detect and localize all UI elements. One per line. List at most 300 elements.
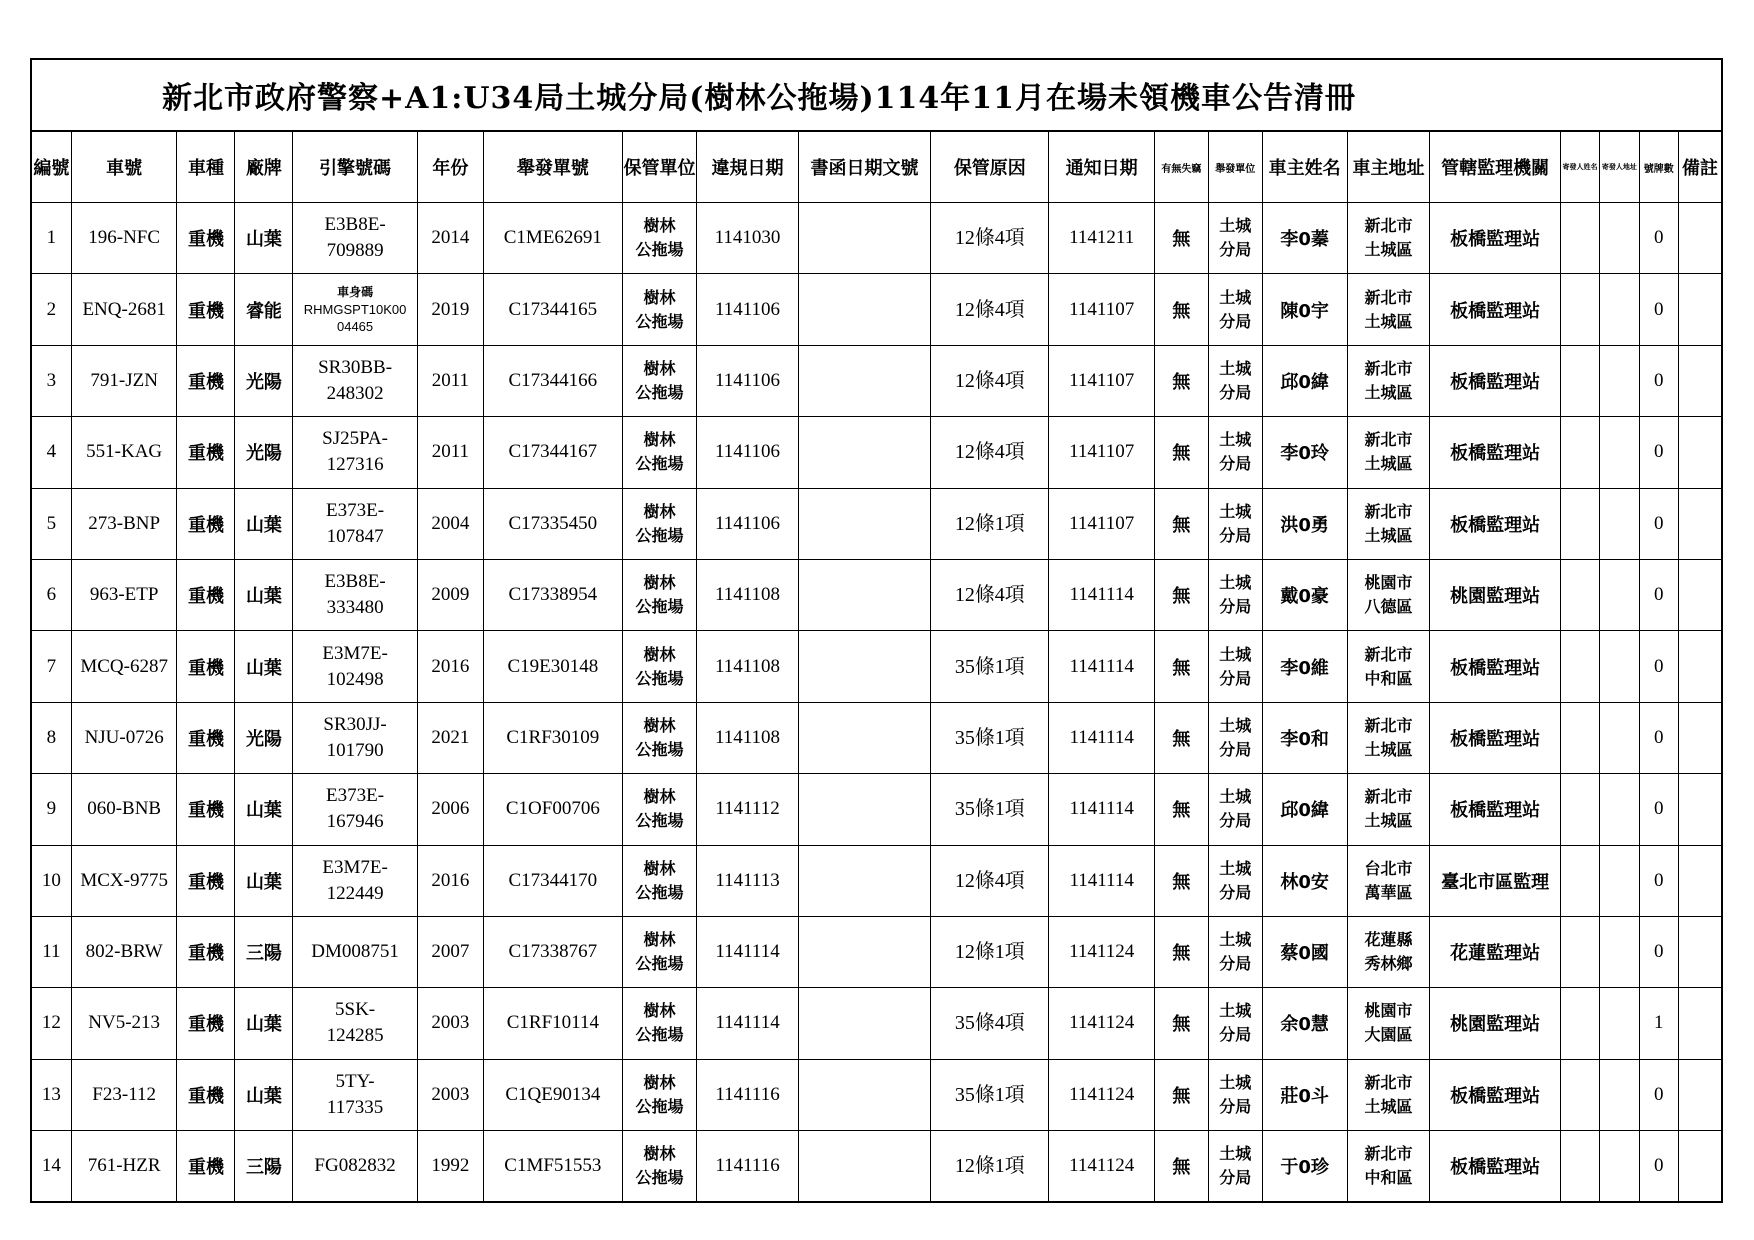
column-header: 舉發單位 [1208, 132, 1262, 203]
cell-engine [293, 1131, 417, 1202]
cell-line: 土城區 [1364, 454, 1413, 474]
cell-line: 樹林 [643, 644, 676, 664]
cell-addr [1347, 631, 1430, 702]
cell-type: 重機 [177, 988, 235, 1059]
cell-line: 土城區 [1364, 811, 1413, 831]
cell-note [1678, 774, 1721, 845]
vehicle-table [32, 132, 1721, 1201]
cell-line: 5SK- [335, 999, 376, 1021]
cell-line: E3M7E- [322, 642, 388, 664]
cell-line: 樹林 [643, 787, 676, 807]
cell-stolen: 無 [1154, 916, 1208, 987]
cell-note [1678, 417, 1721, 488]
cell-plates: 0 [1639, 774, 1678, 845]
cell-line: 樹林 [643, 358, 676, 378]
table-row [32, 988, 1721, 1059]
cell-reason: 12條4項 [931, 274, 1049, 345]
cell-line: 中和區 [1364, 1168, 1413, 1188]
table-row [32, 774, 1721, 845]
cell-line: 秀林鄉 [1364, 954, 1413, 974]
cell-brand: 山葉 [235, 988, 293, 1059]
cell-line: 土城區 [1364, 311, 1413, 331]
cell-plates: 0 [1639, 631, 1678, 702]
cell-owner: 蔡0國 [1262, 916, 1347, 987]
cell-line: 樹林 [643, 573, 676, 593]
cell-unit [622, 417, 697, 488]
cell-line: 土城 [1219, 1144, 1252, 1164]
cell-line: 分局 [1219, 525, 1252, 545]
cell-line: 公拖場 [635, 311, 684, 331]
cell-stolen: 無 [1154, 274, 1208, 345]
cell-owner: 李0玲 [1262, 417, 1347, 488]
cell-line: 土城區 [1364, 525, 1413, 545]
cell-line: 新北市 [1364, 1144, 1413, 1164]
cell-plate: 551-KAG [71, 417, 177, 488]
cell-note [1678, 1059, 1721, 1130]
cell-s2 [1600, 988, 1639, 1059]
cell-line: 公拖場 [635, 1168, 684, 1188]
cell-unit [622, 845, 697, 916]
cell-reason: 12條4項 [931, 417, 1049, 488]
cell-type: 重機 [177, 1131, 235, 1202]
cell-addr [1347, 417, 1430, 488]
cell-stolen: 無 [1154, 1059, 1208, 1130]
table-row [32, 916, 1721, 987]
cell-engine [293, 203, 417, 274]
cell-reason: 12條4項 [931, 559, 1049, 630]
cell-reason: 12條1項 [931, 916, 1049, 987]
cell-office: 板橋監理站 [1430, 774, 1560, 845]
cell-issuer [1208, 702, 1262, 773]
cell-line: 新北市 [1364, 287, 1413, 307]
cell-reason: 35條1項 [931, 631, 1049, 702]
cell-s2 [1600, 1059, 1639, 1130]
cell-no: 1 [32, 203, 71, 274]
cell-line: 土城 [1219, 644, 1252, 664]
cell-s1 [1560, 203, 1599, 274]
cell-line: 樹林 [643, 858, 676, 878]
cell-line: 八德區 [1364, 597, 1413, 617]
cell-reason: 35條1項 [931, 1059, 1049, 1130]
cell-engine [293, 988, 417, 1059]
cell-brand: 光陽 [235, 345, 293, 416]
column-header: 車主地址 [1347, 132, 1430, 203]
cell-brand: 睿能 [235, 274, 293, 345]
cell-issuer [1208, 559, 1262, 630]
cell-plates: 0 [1639, 559, 1678, 630]
cell-line: SJ25PA- [322, 428, 388, 450]
cell-plate: 802-BRW [71, 916, 177, 987]
cell-ndate: 1141107 [1049, 488, 1155, 559]
cell-line: 127316 [326, 454, 384, 476]
cell-line: 土城區 [1364, 382, 1413, 402]
cell-line: 102498 [326, 668, 384, 690]
cell-addr [1347, 274, 1430, 345]
cell-addr [1347, 1131, 1430, 1202]
column-header: 管轄監理機關 [1430, 132, 1560, 203]
cell-line: 車身碼 [337, 285, 374, 300]
cell-line: 新北市 [1364, 358, 1413, 378]
cell-brand: 光陽 [235, 417, 293, 488]
cell-line: 樹林 [643, 715, 676, 735]
cell-stolen: 無 [1154, 1131, 1208, 1202]
cell-line: 分局 [1219, 311, 1252, 331]
cell-line: 公拖場 [635, 882, 684, 902]
cell-plate: 273-BNP [71, 488, 177, 559]
cell-ndate: 1141107 [1049, 274, 1155, 345]
cell-line: 新北市 [1364, 430, 1413, 450]
cell-line: 248302 [326, 382, 384, 404]
cell-line: 公拖場 [635, 1025, 684, 1045]
cell-s1 [1560, 345, 1599, 416]
cell-line: 分局 [1219, 882, 1252, 902]
cell-year: 2006 [417, 774, 483, 845]
cell-line: 土城區 [1364, 240, 1413, 260]
cell-line: 土城 [1219, 358, 1252, 378]
cell-office: 板橋監理站 [1430, 702, 1560, 773]
cell-year: 2004 [417, 488, 483, 559]
cell-issuer [1208, 916, 1262, 987]
cell-year: 2016 [417, 631, 483, 702]
table-row [32, 702, 1721, 773]
cell-issuer [1208, 345, 1262, 416]
cell-line: 土城 [1219, 715, 1252, 735]
cell-brand: 山葉 [235, 631, 293, 702]
column-header: 備註 [1678, 132, 1721, 203]
cell-ticket: C19E30148 [483, 631, 622, 702]
cell-plates: 0 [1639, 274, 1678, 345]
notice-sheet [30, 58, 1723, 1203]
cell-ticket: C1ME62691 [483, 203, 622, 274]
cell-letter [798, 1131, 931, 1202]
header-row [32, 132, 1721, 203]
cell-note [1678, 274, 1721, 345]
cell-line: 公拖場 [635, 668, 684, 688]
cell-line: 124285 [326, 1025, 384, 1047]
cell-addr [1347, 559, 1430, 630]
cell-ticket: C17344166 [483, 345, 622, 416]
cell-year: 2003 [417, 988, 483, 1059]
cell-brand: 山葉 [235, 559, 293, 630]
cell-ndate: 1141124 [1049, 1059, 1155, 1130]
cell-no: 6 [32, 559, 71, 630]
cell-year: 2021 [417, 702, 483, 773]
cell-plates: 0 [1639, 345, 1678, 416]
cell-issuer [1208, 988, 1262, 1059]
column-header: 書函日期文號 [798, 132, 931, 203]
cell-note [1678, 845, 1721, 916]
cell-stolen: 無 [1154, 631, 1208, 702]
cell-office: 板橋監理站 [1430, 203, 1560, 274]
cell-stolen: 無 [1154, 203, 1208, 274]
cell-unit [622, 488, 697, 559]
cell-plate: NJU-0726 [71, 702, 177, 773]
cell-line: 樹林 [643, 1072, 676, 1092]
cell-vdate: 1141108 [697, 631, 798, 702]
cell-note [1678, 1131, 1721, 1202]
cell-s1 [1560, 988, 1599, 1059]
cell-vdate: 1141116 [697, 1131, 798, 1202]
cell-line: 桃園市 [1364, 1001, 1413, 1021]
cell-plates: 0 [1639, 488, 1678, 559]
cell-s1 [1560, 488, 1599, 559]
cell-ndate: 1141124 [1049, 1131, 1155, 1202]
cell-vdate: 1141114 [697, 916, 798, 987]
cell-ndate: 1141211 [1049, 203, 1155, 274]
column-header: 車號 [71, 132, 177, 203]
cell-type: 重機 [177, 559, 235, 630]
cell-no: 11 [32, 916, 71, 987]
cell-vdate: 1141030 [697, 203, 798, 274]
cell-stolen: 無 [1154, 345, 1208, 416]
cell-engine [293, 702, 417, 773]
column-header: 保管單位 [622, 132, 697, 203]
cell-line: 分局 [1219, 1025, 1252, 1045]
cell-note [1678, 631, 1721, 702]
cell-ndate: 1141114 [1049, 774, 1155, 845]
cell-s1 [1560, 1131, 1599, 1202]
cell-year: 2007 [417, 916, 483, 987]
cell-line: 土城 [1219, 1001, 1252, 1021]
column-header: 寄發人地址 [1600, 132, 1639, 203]
cell-year: 2014 [417, 203, 483, 274]
cell-ticket: C17335450 [483, 488, 622, 559]
cell-s2 [1600, 345, 1639, 416]
cell-no: 9 [32, 774, 71, 845]
cell-line: 公拖場 [635, 1096, 684, 1116]
cell-note [1678, 203, 1721, 274]
cell-line: 新北市 [1364, 501, 1413, 521]
cell-reason: 12條4項 [931, 845, 1049, 916]
cell-type: 重機 [177, 345, 235, 416]
cell-plates: 0 [1639, 417, 1678, 488]
cell-line: 分局 [1219, 382, 1252, 402]
cell-line: 樹林 [643, 216, 676, 236]
cell-ticket: C17344165 [483, 274, 622, 345]
cell-engine [293, 345, 417, 416]
cell-no: 3 [32, 345, 71, 416]
cell-s2 [1600, 916, 1639, 987]
cell-issuer [1208, 203, 1262, 274]
cell-s1 [1560, 916, 1599, 987]
cell-type: 重機 [177, 774, 235, 845]
cell-no: 2 [32, 274, 71, 345]
cell-engine [293, 274, 417, 345]
cell-line: 新北市 [1364, 644, 1413, 664]
cell-s2 [1600, 1131, 1639, 1202]
column-header: 車主姓名 [1262, 132, 1347, 203]
table-row [32, 417, 1721, 488]
cell-s2 [1600, 417, 1639, 488]
cell-owner: 邱0緯 [1262, 345, 1347, 416]
cell-ticket: C1RF10114 [483, 988, 622, 1059]
cell-line: 5TY- [335, 1070, 375, 1092]
cell-reason: 35條1項 [931, 774, 1049, 845]
cell-unit [622, 1059, 697, 1130]
table-row [32, 1131, 1721, 1202]
cell-owner: 李0維 [1262, 631, 1347, 702]
cell-ndate: 1141107 [1049, 417, 1155, 488]
cell-plate: F23-112 [71, 1059, 177, 1130]
cell-line: 土城 [1219, 430, 1252, 450]
table-row [32, 559, 1721, 630]
cell-no: 5 [32, 488, 71, 559]
cell-note [1678, 559, 1721, 630]
cell-line: 土城 [1219, 787, 1252, 807]
cell-line: 117335 [326, 1096, 384, 1118]
column-header: 編號 [32, 132, 71, 203]
cell-line: 公拖場 [635, 382, 684, 402]
cell-plates: 1 [1639, 988, 1678, 1059]
cell-vdate: 1141114 [697, 988, 798, 1059]
cell-letter [798, 1059, 931, 1130]
cell-brand: 光陽 [235, 702, 293, 773]
cell-line: 新北市 [1364, 715, 1413, 735]
cell-year: 2003 [417, 1059, 483, 1130]
cell-letter [798, 702, 931, 773]
cell-plate: MCX-9775 [71, 845, 177, 916]
cell-office: 板橋監理站 [1430, 1131, 1560, 1202]
page-title: 新北市政府警察+A1:U34局土城分局(樹林公拖場)114年11月在場未領機車公告清冊 [32, 60, 1721, 132]
cell-unit [622, 345, 697, 416]
cell-vdate: 1141116 [697, 1059, 798, 1130]
cell-plates: 0 [1639, 845, 1678, 916]
cell-line: E3B8E- [324, 214, 386, 236]
cell-line: 樹林 [643, 287, 676, 307]
cell-engine [293, 845, 417, 916]
cell-plates: 0 [1639, 1059, 1678, 1130]
cell-line: E373E- [326, 785, 385, 807]
column-header: 號牌數 [1639, 132, 1678, 203]
cell-unit [622, 559, 697, 630]
cell-plates: 0 [1639, 702, 1678, 773]
cell-unit [622, 702, 697, 773]
column-header: 有無失竊 [1154, 132, 1208, 203]
cell-addr [1347, 916, 1430, 987]
cell-plates: 0 [1639, 203, 1678, 274]
cell-issuer [1208, 631, 1262, 702]
cell-line: 分局 [1219, 240, 1252, 260]
cell-line: 709889 [326, 240, 384, 262]
column-header: 違規日期 [697, 132, 798, 203]
cell-brand: 山葉 [235, 774, 293, 845]
cell-line: 土城 [1219, 1072, 1252, 1092]
cell-line: 土城 [1219, 858, 1252, 878]
cell-brand: 山葉 [235, 203, 293, 274]
cell-line: 分局 [1219, 668, 1252, 688]
cell-line: 新北市 [1364, 787, 1413, 807]
cell-vdate: 1141113 [697, 845, 798, 916]
cell-ticket: C17344167 [483, 417, 622, 488]
cell-addr [1347, 345, 1430, 416]
cell-s1 [1560, 845, 1599, 916]
cell-type: 重機 [177, 417, 235, 488]
cell-line: FG082832 [314, 1155, 396, 1177]
cell-line: 公拖場 [635, 597, 684, 617]
cell-line: 04465 [336, 319, 374, 335]
cell-line: 公拖場 [635, 525, 684, 545]
cell-letter [798, 916, 931, 987]
cell-note [1678, 488, 1721, 559]
cell-engine [293, 417, 417, 488]
cell-plates: 0 [1639, 916, 1678, 987]
cell-line: 土城 [1219, 216, 1252, 236]
cell-office: 板橋監理站 [1430, 417, 1560, 488]
table-row [32, 274, 1721, 345]
cell-ndate: 1141114 [1049, 631, 1155, 702]
cell-brand: 三陽 [235, 1131, 293, 1202]
cell-ndate: 1141107 [1049, 345, 1155, 416]
cell-letter [798, 203, 931, 274]
column-header: 保管原因 [931, 132, 1049, 203]
cell-type: 重機 [177, 845, 235, 916]
cell-issuer [1208, 1059, 1262, 1130]
column-header: 引擎號碼 [293, 132, 417, 203]
cell-vdate: 1141106 [697, 417, 798, 488]
column-header: 車種 [177, 132, 235, 203]
column-header: 廠牌 [235, 132, 293, 203]
cell-s1 [1560, 417, 1599, 488]
cell-line: 土城 [1219, 287, 1252, 307]
cell-vdate: 1141106 [697, 274, 798, 345]
cell-year: 2011 [417, 345, 483, 416]
cell-reason: 35條4項 [931, 988, 1049, 1059]
table-row [32, 1059, 1721, 1130]
cell-unit [622, 274, 697, 345]
cell-line: 167946 [326, 811, 384, 833]
cell-line: 土城 [1219, 930, 1252, 950]
cell-line: 花蓮縣 [1364, 930, 1413, 950]
cell-addr [1347, 203, 1430, 274]
cell-owner: 洪0勇 [1262, 488, 1347, 559]
cell-vdate: 1141106 [697, 488, 798, 559]
cell-plate: 963-ETP [71, 559, 177, 630]
cell-line: 中和區 [1364, 668, 1413, 688]
cell-s2 [1600, 631, 1639, 702]
cell-owner: 邱0緯 [1262, 774, 1347, 845]
column-header: 年份 [417, 132, 483, 203]
cell-issuer [1208, 488, 1262, 559]
cell-issuer [1208, 417, 1262, 488]
cell-no: 8 [32, 702, 71, 773]
cell-stolen: 無 [1154, 845, 1208, 916]
cell-reason: 12條1項 [931, 1131, 1049, 1202]
cell-issuer [1208, 774, 1262, 845]
cell-note [1678, 702, 1721, 773]
cell-owner: 于0珍 [1262, 1131, 1347, 1202]
cell-line: 分局 [1219, 954, 1252, 974]
cell-line: 新北市 [1364, 1072, 1413, 1092]
cell-no: 4 [32, 417, 71, 488]
cell-line: 桃園市 [1364, 573, 1413, 593]
cell-line: 樹林 [643, 430, 676, 450]
cell-s2 [1600, 702, 1639, 773]
cell-addr [1347, 845, 1430, 916]
column-header: 舉發單號 [483, 132, 622, 203]
cell-plate: MCQ-6287 [71, 631, 177, 702]
cell-office: 花蓮監理站 [1430, 916, 1560, 987]
cell-issuer [1208, 274, 1262, 345]
cell-plate: 761-HZR [71, 1131, 177, 1202]
cell-engine [293, 559, 417, 630]
cell-s2 [1600, 559, 1639, 630]
cell-office: 板橋監理站 [1430, 488, 1560, 559]
cell-ticket: C17338767 [483, 916, 622, 987]
cell-ndate: 1141114 [1049, 559, 1155, 630]
cell-line: SR30JJ- [323, 713, 387, 735]
cell-ticket: C1OF00706 [483, 774, 622, 845]
cell-addr [1347, 774, 1430, 845]
